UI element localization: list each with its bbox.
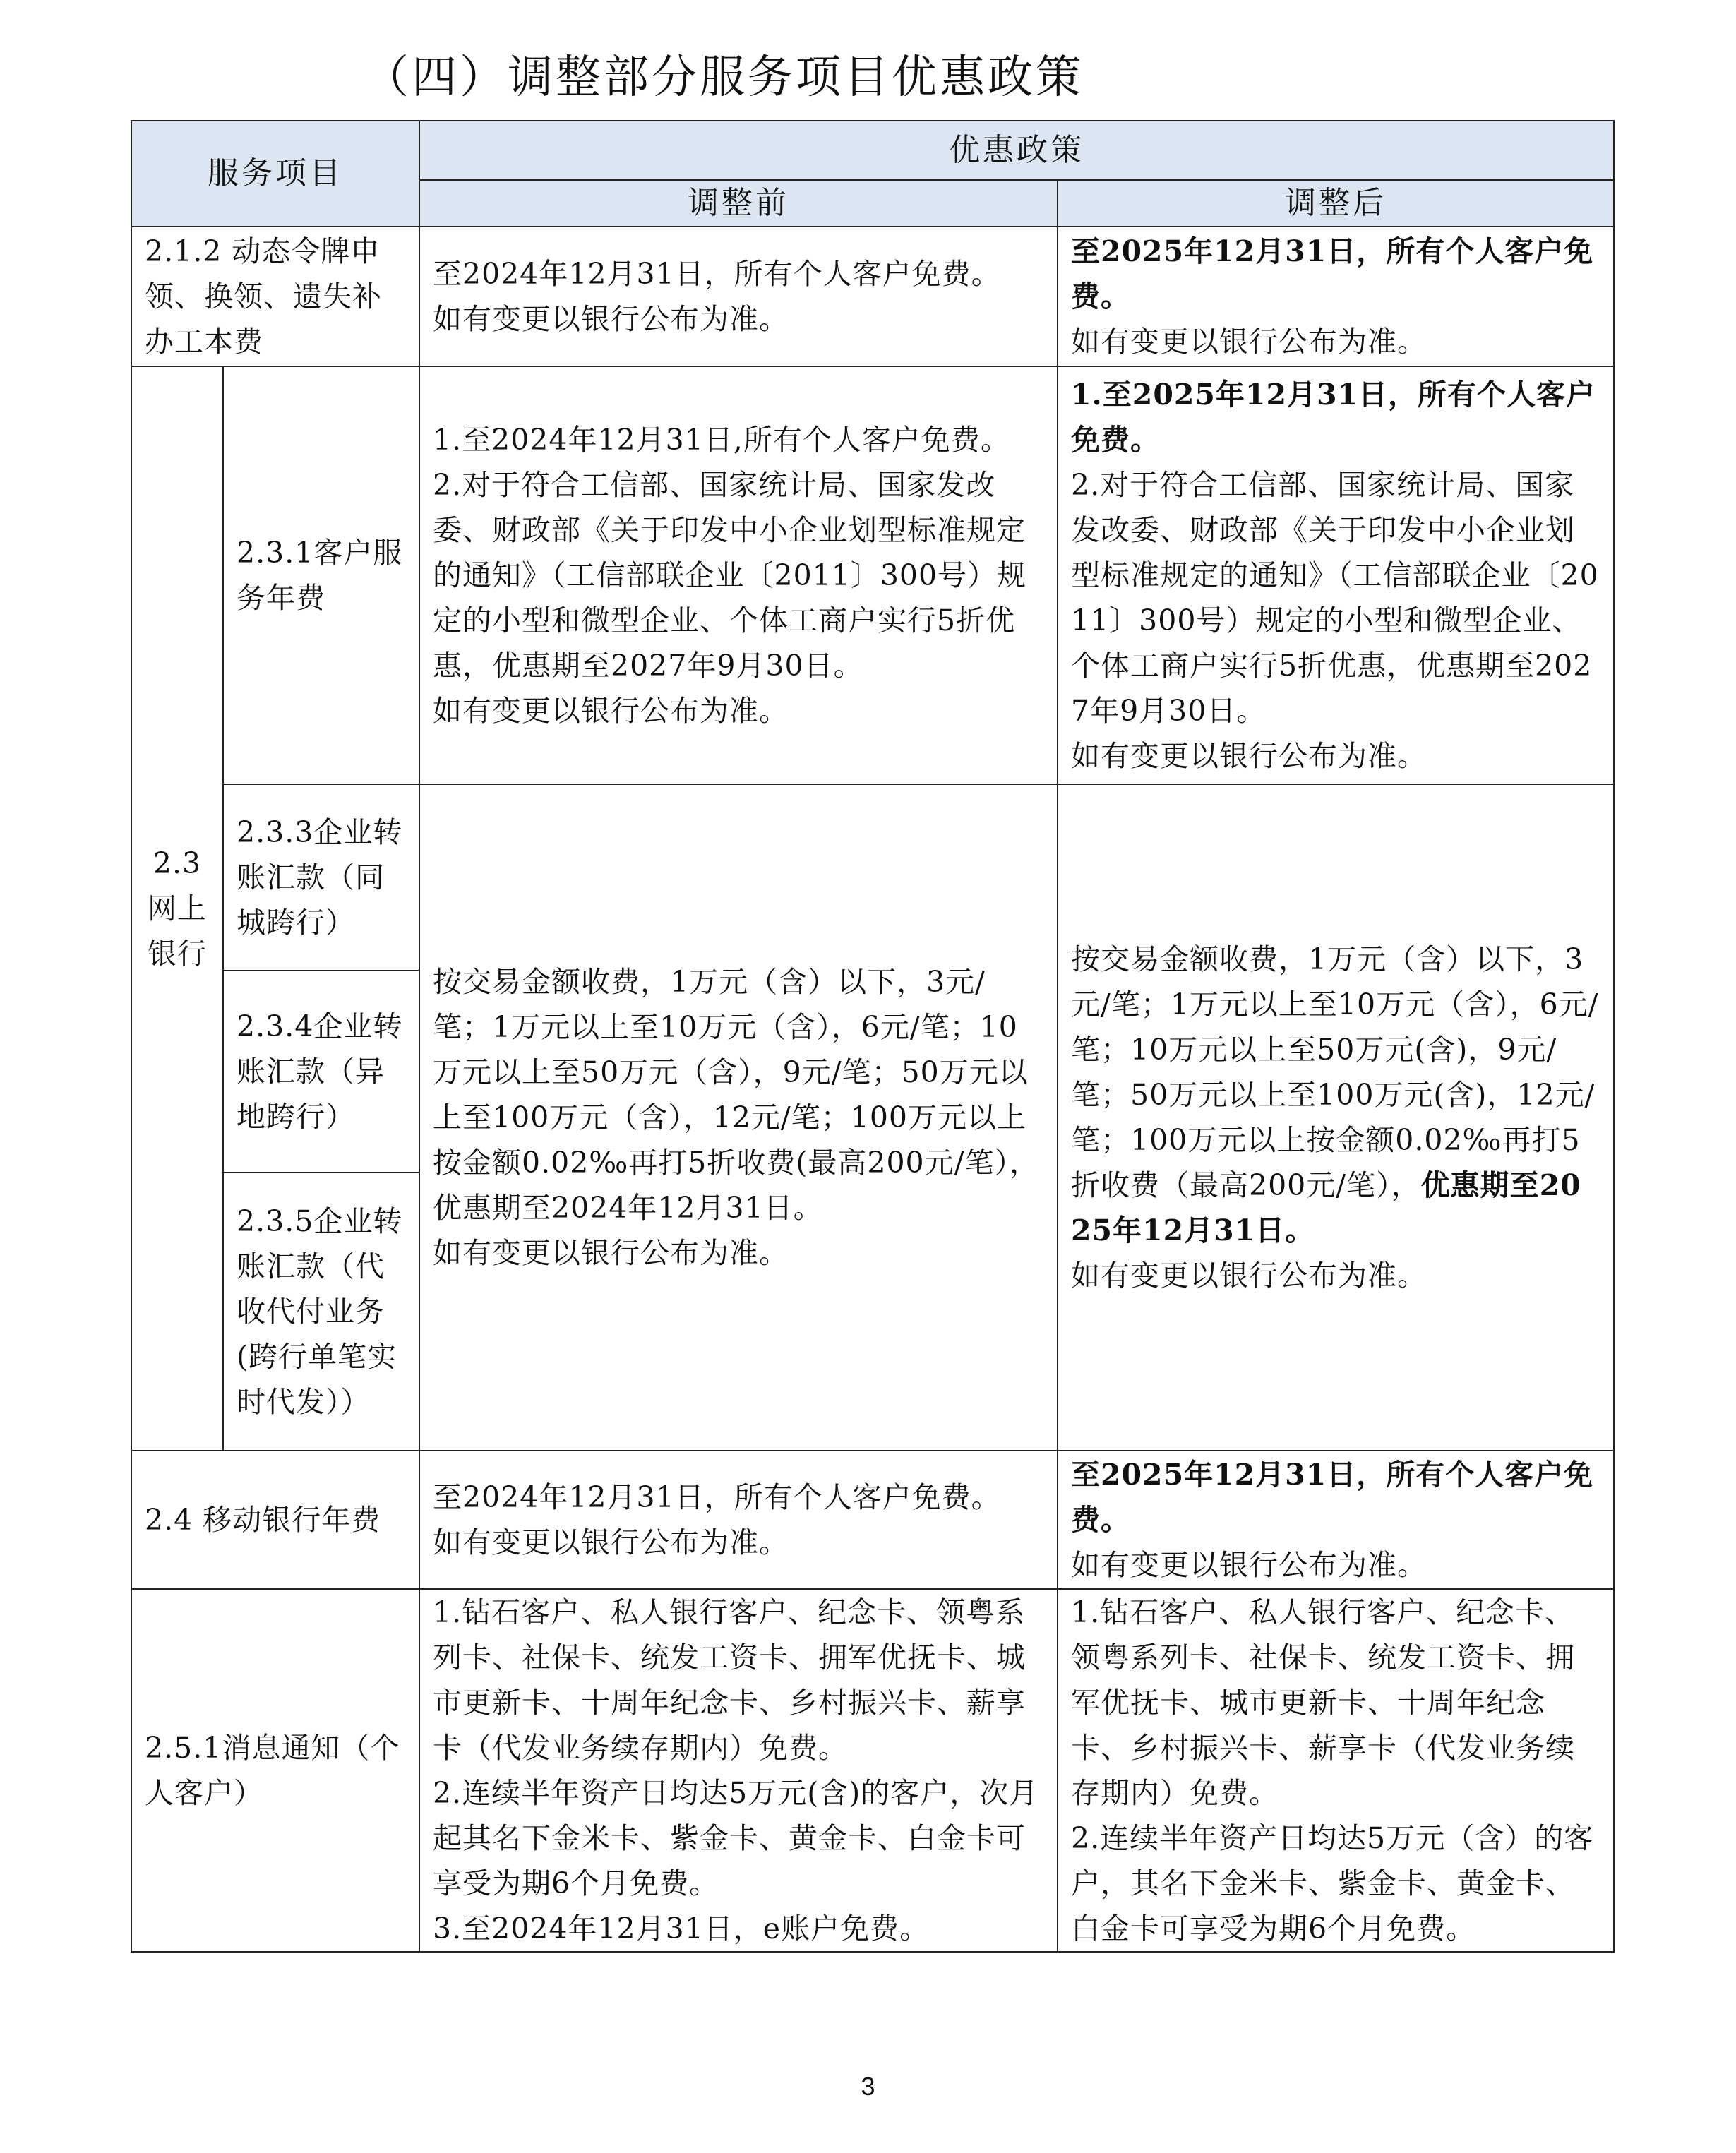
after-cell — [1058, 366, 1614, 784]
table-row — [131, 1451, 1614, 1589]
header-before: 调整前 — [419, 180, 1058, 227]
after-line: 如有变更以银行公布为准。 — [1071, 1259, 1427, 1293]
table-row — [131, 784, 1614, 971]
before-line: 2.对于符合工信部、国家统计局、国家发改委、财政部《关于印发中小企业划型标准规定的通知》（工信部联企业〔2011〕300号）规定的小型和微型企业、个体工商户实行5折优惠，优惠期至2027年9月30日。 — [433, 468, 1027, 683]
before-line: 2.连续半年资产日均达5万元(含)的客户，次月起其名下金米卡、紫金卡、黄金卡、白金卡可享受为期6个月免费。 — [433, 1776, 1039, 1900]
after-line: 2.对于符合工信部、国家统计局、国家发改委、财政部《关于印发中小企业划型标准规定的通知》（工信部联企业〔2011〕300号）规定的小型和微型企业、个体工商户实行5折优惠，优惠期至2027年9月30日。 — [1071, 468, 1599, 728]
after-highlight: 1.至2025年12月31日，所有个人客户免费。 — [1071, 378, 1596, 457]
after-cell — [1058, 784, 1614, 1451]
header-after: 调整后 — [1058, 180, 1614, 227]
after-highlight: 优惠期至2025年12月31日。 — [1071, 1168, 1581, 1247]
service-cell: 2.1.2 动态令牌申领、换领、遗失补办工本费 — [131, 227, 419, 366]
before-cell — [419, 1451, 1058, 1589]
after-cell — [1058, 1589, 1614, 1952]
after-line: 如有变更以银行公布为准。 — [1071, 325, 1427, 359]
before-line: 如有变更以银行公布为准。 — [433, 1525, 789, 1559]
fee-policy-table — [131, 120, 1615, 1953]
after-line: 按交易金额收费，1万元（含）以下，3元/笔；1万元以上至10万元（含），6元/笔；10万元以上至50万元(含)，9元/笔；50万元以上至100万元(含)，12元/笔；100万元以上按金额0.02‰再打5折收费（最高200元/笔）， — [1071, 942, 1599, 1202]
before-cell — [419, 366, 1058, 784]
page-title: （四）调整部分服务项目优惠政策 — [364, 52, 1084, 104]
group-label-online-banking: 2.3 网上银行 — [131, 366, 223, 1451]
after-highlight: 至2025年12月31日，所有个人客户免费。 — [1071, 1458, 1594, 1537]
service-cell: 2.4 移动银行年费 — [131, 1451, 419, 1589]
before-line: 3.至2024年12月31日，e账户免费。 — [433, 1912, 930, 1945]
page-number: 3 — [861, 2072, 875, 2101]
before-line: 如有变更以银行公布为准。 — [433, 1236, 789, 1270]
after-line: 1.钻石客户、私人银行客户、纪念卡、领粤系列卡、社保卡、统发工资卡、拥军优抚卡、城市更新卡、十周年纪念卡、乡村振兴卡、薪享卡（代发业务续存期内）免费。 — [1071, 1595, 1575, 1810]
header-policy: 优惠政策 — [419, 121, 1614, 180]
after-cell — [1058, 227, 1614, 366]
after-cell — [1058, 1451, 1614, 1589]
table-row — [131, 227, 1614, 366]
after-highlight: 至2025年12月31日，所有个人客户免费。 — [1071, 234, 1594, 313]
before-line: 按交易金额收费，1万元（含）以下，3元/笔；1万元以上至10万元（含），6元/笔；10万元以上至50万元（含），9元/笔；50万元以上至100万元（含），12元/笔；100万元以上按金额0.02‰再打5折收费(最高200元/笔），优惠期至2024年12月31日。 — [433, 965, 1039, 1225]
before-cell — [419, 784, 1058, 1451]
table-row — [131, 1589, 1614, 1952]
service-cell: 2.3.5企业转账汇款（代收代付业务(跨行单笔实时代发）） — [223, 1173, 419, 1451]
service-cell: 2.3.4企业转账汇款（异地跨行） — [223, 971, 419, 1173]
after-line: 如有变更以银行公布为准。 — [1071, 739, 1427, 773]
before-cell — [419, 227, 1058, 366]
before-line: 1.至2024年12月31日,所有个人客户免费。 — [433, 423, 1010, 457]
table-header-row — [131, 121, 1614, 180]
table-row — [131, 366, 1614, 784]
after-line: 如有变更以银行公布为准。 — [1071, 1548, 1427, 1582]
before-line: 1.钻石客户、私人银行客户、纪念卡、领粤系列卡、社保卡、统发工资卡、拥军优抚卡、城市更新卡、十周年纪念卡、乡村振兴卡、薪享卡（代发业务续存期内）免费。 — [433, 1595, 1026, 1765]
service-cell: 2.3.3企业转账汇款（同城跨行） — [223, 784, 419, 971]
before-cell — [419, 1589, 1058, 1952]
service-cell: 2.5.1消息通知（个人客户） — [131, 1589, 419, 1952]
before-line: 至2024年12月31日，所有个人客户免费。 — [433, 257, 1001, 291]
service-cell: 2.3.1客户服务年费 — [223, 366, 419, 784]
before-line: 至2024年12月31日，所有个人客户免费。 — [433, 1480, 1001, 1514]
before-line: 如有变更以银行公布为准。 — [433, 694, 789, 728]
after-line: 2.连续半年资产日均达5万元（含）的客户，其名下金米卡、紫金卡、黄金卡、白金卡可享受为期6个月免费。 — [1071, 1821, 1594, 1945]
before-line: 如有变更以银行公布为准。 — [433, 302, 789, 336]
header-service: 服务项目 — [131, 121, 419, 227]
